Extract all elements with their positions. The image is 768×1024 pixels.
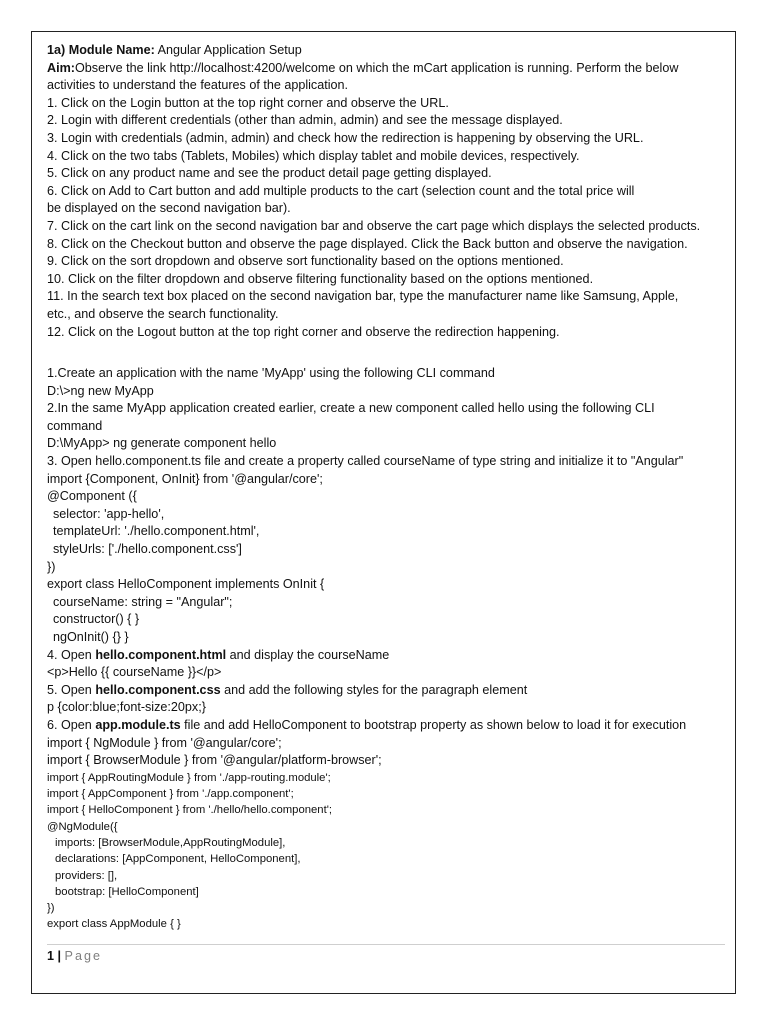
code-line: bootstrap: [HelloComponent] — [55, 885, 199, 898]
procedure-step-5: 5. Open hello.component.css and add the following styles for the paragraph element — [47, 682, 528, 697]
cli-command: D:\>ng new MyApp — [47, 383, 154, 398]
page-footer — [47, 947, 102, 965]
page-separator: | — [54, 949, 65, 963]
step-item: 3. Login with credentials (admin, admin) and check how the redirection is happening by observing the URL. — [47, 130, 644, 145]
code-line: }) — [47, 902, 55, 915]
filename: hello.component.css — [95, 682, 221, 697]
aim-paragraph — [47, 60, 727, 95]
code-line: ngOnInit() {} } — [53, 630, 129, 644]
step-item: 9. Click on the sort dropdown and observe sort functionality based on the options mentioned. — [47, 254, 564, 269]
aim-label: Aim: — [47, 60, 75, 75]
code-line: p {color:blue;font-size:20px;} — [47, 700, 206, 715]
code-line: @Component ({ — [47, 489, 137, 504]
section-gap — [47, 341, 727, 361]
code-line: export class AppModule { } — [47, 918, 181, 931]
code-line: @NgModule({ — [47, 820, 118, 833]
page-word: Page — [64, 949, 102, 963]
code-line: providers: [], — [55, 869, 118, 882]
step-item: 12. Click on the Logout button at the top right corner and observe the redirection happening. — [47, 324, 560, 339]
filename: app.module.ts — [95, 717, 181, 732]
procedure-step-3: 3. Open hello.component.ts file and create a property called courseName of type string and initialize it to "Angular" — [47, 454, 684, 469]
procedure-step-1: 1.Create an application with the name 'MyApp' using the following CLI command — [47, 366, 495, 381]
step-item: 5. Click on any product name and see the product detail page getting displayed. — [47, 166, 492, 181]
code-line: import { BrowserModule } from '@angular/platform-browser'; — [47, 753, 382, 768]
code-line: import { AppComponent } from './app.component'; — [47, 788, 294, 801]
module-name: Angular Application Setup — [154, 43, 302, 57]
cli-command: D:\MyApp> ng generate component hello — [47, 436, 277, 451]
procedure-step-6: 6. Open app.module.ts file and add HelloComponent to bootstrap property as shown below to load it for execution — [47, 717, 687, 732]
code-line: import {Component, OnInit} from '@angular/core'; — [47, 471, 323, 486]
code-line: imports: [BrowserModule,AppRoutingModule], — [55, 836, 286, 849]
step-item: 7. Click on the cart link on the second navigation bar and observe the cart page which displays the selected products. — [47, 218, 701, 233]
procedure-step-2-cont: command — [47, 418, 103, 433]
footer-divider — [47, 944, 725, 945]
step-item: 10. Click on the filter dropdown and observe filtering functionality based on the options mentioned. — [47, 271, 594, 286]
filename: hello.component.html — [95, 647, 227, 662]
code-line: import { AppRoutingModule } from './app-routing.module'; — [47, 771, 331, 784]
step-item: 6. Click on Add to Cart button and add multiple products to the cart (selection count and the total price will — [47, 183, 635, 198]
step-item: be displayed on the second navigation bar). — [47, 201, 291, 216]
code-line: declarations: [AppComponent, HelloComponent], — [55, 853, 301, 866]
step-item: 1. Click on the Login button at the top right corner and observe the URL. — [47, 95, 449, 110]
procedure-step-2: 2.In the same MyApp application created earlier, create a new component called hello using the following CLI — [47, 401, 655, 416]
code-line: selector: 'app-hello', — [53, 506, 165, 521]
code-line: export class HelloComponent implements OnInit { — [47, 577, 325, 592]
step-item: etc., and observe the search functionality. — [47, 306, 279, 321]
step-item: 8. Click on the Checkout button and observe the page displayed. Click the Back button and observe the navigation. — [47, 236, 688, 251]
step-item: 2. Login with different credentials (other than admin, admin) and see the message displayed. — [47, 113, 563, 128]
procedure-step-4: 4. Open hello.component.html and display the courseName — [47, 647, 390, 662]
aim-text: Observe the link http://localhost:4200/welcome on which the mCart application is running. Perform the below activities to understand the features of the application. — [47, 60, 679, 93]
step-item: 11. In the search text box placed on the second navigation bar, type the manufacturer name like Samsung, Apple, — [47, 289, 679, 304]
code-line: styleUrls: ['./hello.component.css'] — [53, 542, 242, 557]
module-label: 1a) Module Name: — [47, 43, 155, 57]
code-line: constructor() { } — [53, 612, 140, 627]
module-heading — [47, 42, 727, 60]
document-body — [47, 42, 727, 933]
code-line: courseName: string = "Angular"; — [53, 594, 233, 609]
step-item: 4. Click on the two tabs (Tablets, Mobiles) which display tablet and mobile devices, respectively. — [47, 148, 580, 163]
code-line: import { HelloComponent } from './hello/hello.component'; — [47, 804, 333, 817]
code-line: import { NgModule } from '@angular/core'; — [47, 735, 282, 750]
code-line: <p>Hello {{ courseName }}</p> — [47, 665, 222, 680]
page-number: 1 — [47, 949, 55, 963]
code-line: }) — [47, 559, 56, 574]
code-line: templateUrl: './hello.component.html', — [53, 524, 260, 539]
